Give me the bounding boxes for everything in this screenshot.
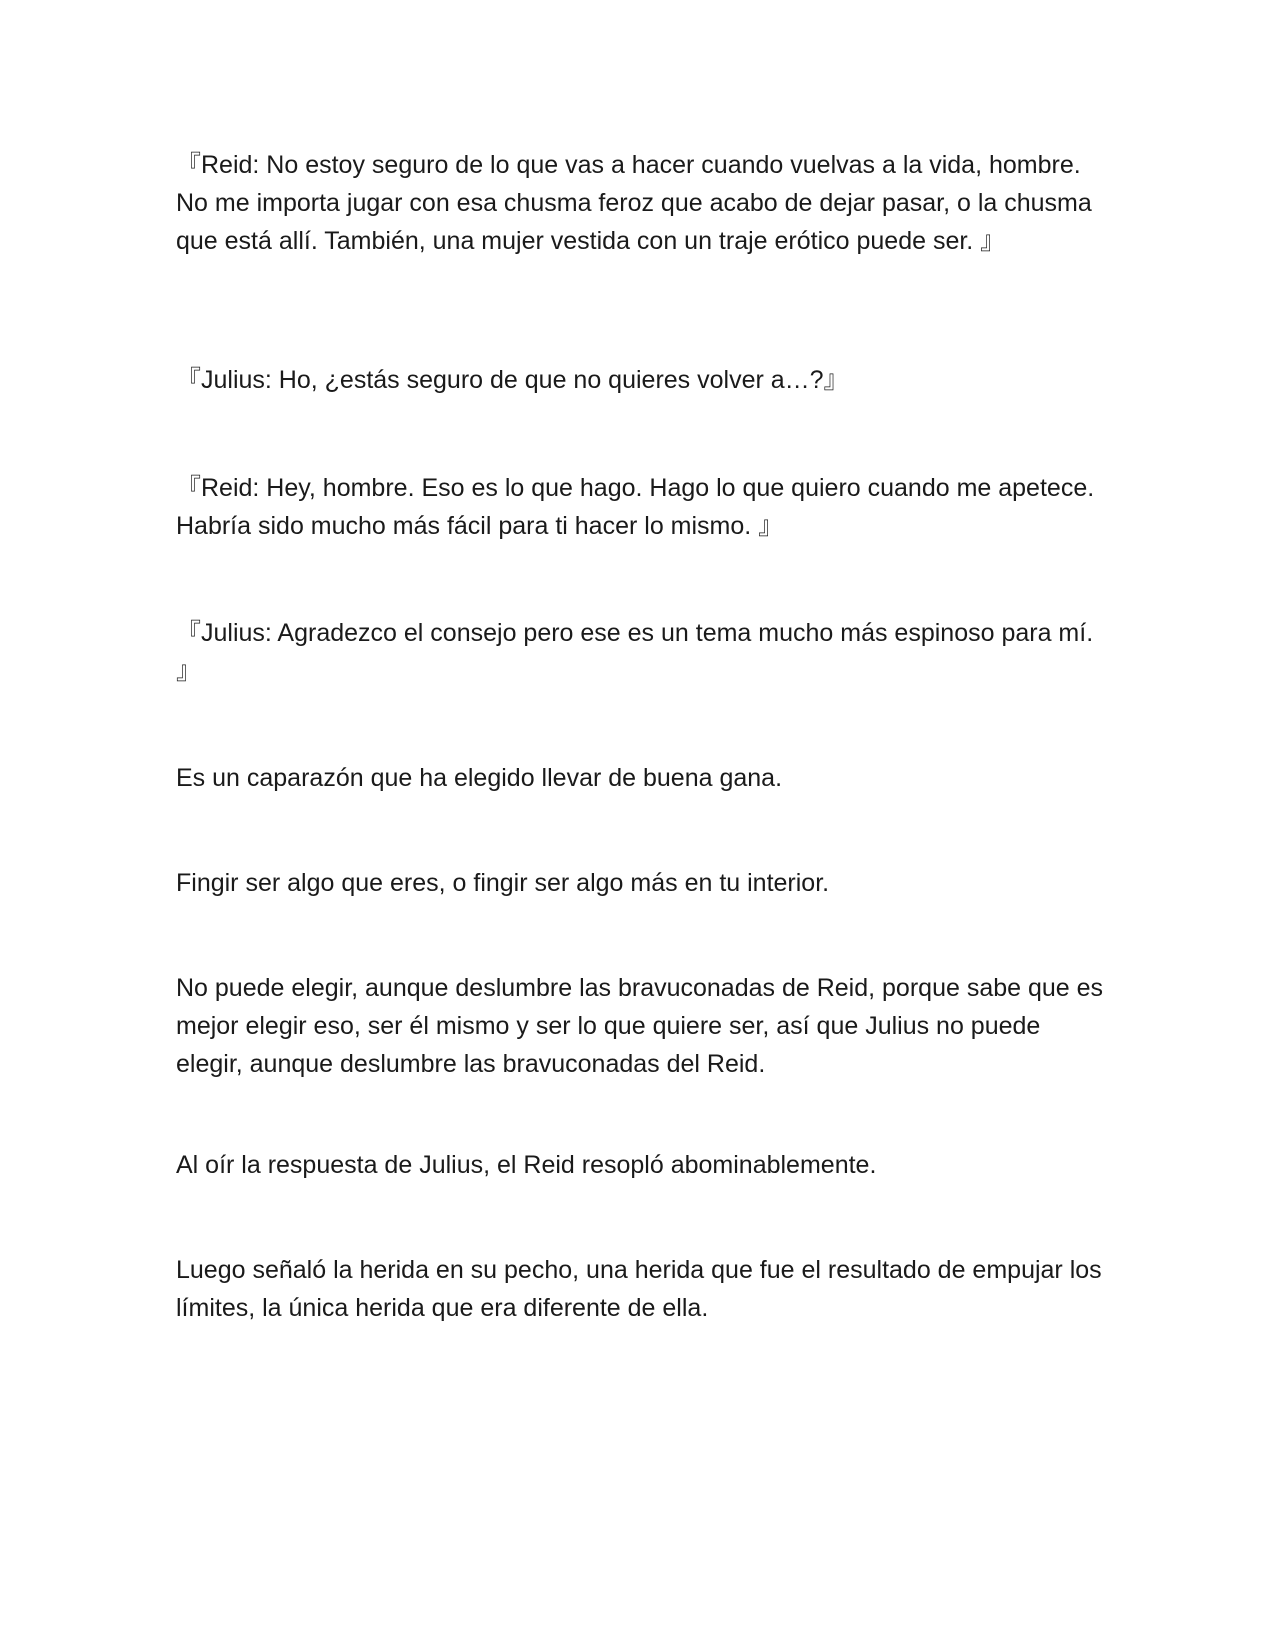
dialogue-julius-1: 『Julius: Ho, ¿estás seguro de que no quieres volver a…?』 xyxy=(176,366,849,394)
dialogue-julius-2: 『Julius: Agradezco el consejo pero ese es un tema mucho más espinoso para mí. 』 xyxy=(176,619,1094,685)
narration-paragraph-1: Es un caparazón que ha elegido llevar de buena gana. xyxy=(176,764,783,792)
narration-paragraph-4: Al oír la respuesta de Julius, el Reid resopló abominablemente. xyxy=(176,1151,877,1179)
narration-paragraph-2: Fingir ser algo que eres, o fingir ser algo más en tu interior. xyxy=(176,869,830,897)
dialogue-reid-2: 『Reid: Hey, hombre. Eso es lo que hago. Hago lo que quiero cuando me apetece. Habría sido mucho más fácil para ti hacer lo mismo. 』 xyxy=(176,474,1095,540)
dialogue-reid-1: 『Reid: No estoy seguro de lo que vas a hacer cuando vuelvas a la vida, hombre. No me importa jugar con esa chusma feroz que acabo de dejar pasar, o la chusma que está allí. También, una mujer vestida con un traje erótico puede ser. 』 xyxy=(176,151,1092,255)
narration-paragraph-3: No puede elegir, aunque deslumbre las bravuconadas de Reid, porque sabe que es mejor elegir eso, ser él mismo y ser lo que quiere ser, así que Julius no puede elegir, aunque deslumbre las bravuconadas del Reid. xyxy=(176,974,1104,1078)
narration-paragraph-5: Luego señaló la herida en su pecho, una herida que fue el resultado de empujar los límites, la única herida que era diferente de ella. xyxy=(176,1256,1102,1322)
